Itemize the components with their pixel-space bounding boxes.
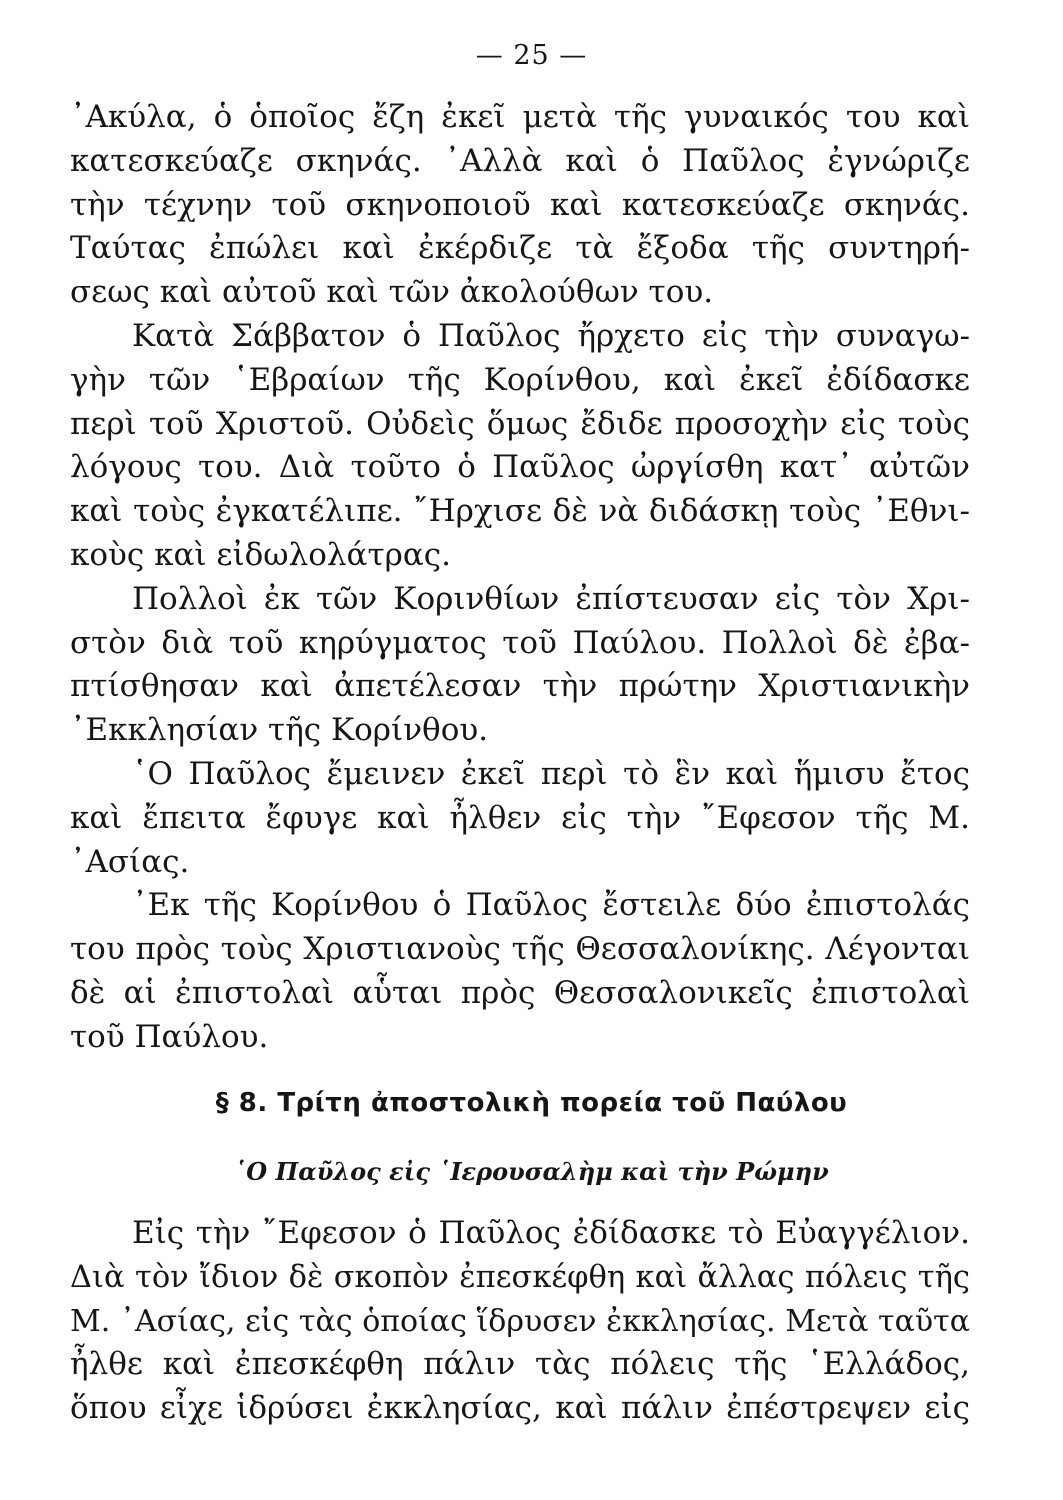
body-text-block-2 bbox=[70, 1212, 970, 1431]
body-text-block-1 bbox=[70, 96, 970, 1060]
text-line: του πρὸς τοὺς Χριστιανοὺς τῆς Θεσσαλονίκης. Λέγονται bbox=[70, 931, 970, 968]
text-line: τὴν τέχνην τοῦ σκηνοποιοῦ καὶ κατεσκεύαζε σκηνάς. bbox=[70, 186, 970, 223]
text-line: σεως καὶ αὐτοῦ καὶ τῶν ἀκολούθων του. bbox=[70, 274, 714, 311]
text-line: Πολλοὶ ἐκ τῶν Κορινθίων ἐπίστευσαν εἰς τὸν Χρι- bbox=[132, 580, 970, 617]
text-line: Κατὰ Σάββατον ὁ Παῦλος ἤρχετο εἰς τὴν συναγω- bbox=[132, 317, 970, 354]
text-line: ᾿Ασίας. bbox=[70, 843, 190, 880]
text-line: ᾿Ακύλα, ὁ ὁποῖος ἔζη ἐκεῖ μετὰ τῆς γυναικός του καὶ bbox=[70, 99, 970, 135]
text-line: στὸν διὰ τοῦ κηρύγματος τοῦ Παύλου. Πολλοὶ δὲ ἐβα- bbox=[70, 624, 970, 661]
text-line: ᾿Εκ τῆς Κορίνθου ὁ Παῦλος ἔστειλε δύο ἐπιστολάς bbox=[132, 887, 970, 924]
text-line: Ταύτας ἐπώλει καὶ ἐκέρδιζε τὰ ἔξοδα τῆς συντηρή- bbox=[70, 230, 970, 267]
text-line: περὶ τοῦ Χριστοῦ. Οὐδεὶς ὅμως ἔδιδε προσοχὴν εἰς τοὺς bbox=[70, 405, 970, 442]
text-line: καὶ ἔπειτα ἔφυγε καὶ ἦλθεν εἰς τὴν ῎Εφεσον τῆς Μ. bbox=[70, 799, 970, 836]
text-line: ῾Ο Παῦλος ἔμεινεν ἐκεῖ περὶ τὸ ἓν καὶ ἥμισυ ἔτος bbox=[132, 755, 970, 792]
text-line: ἦλθε καὶ ἐπεσκέφθη πάλιν τὰς πόλεις τῆς ῾Ελλάδος, bbox=[70, 1346, 970, 1383]
text-line: Διὰ τὸν ἴδιον δὲ σκοπὸν ἐπεσκέφθη καὶ ἄλλας πόλεις τῆς bbox=[70, 1259, 970, 1295]
text-line: κοὺς καὶ εἰδωλολάτρας. bbox=[70, 536, 451, 573]
text-line: ὅπου εἶχε ἱδρύσει ἐκκλησίας, καὶ πάλιν ἐπέστρεψεν εἰς bbox=[70, 1390, 970, 1427]
text-line: Εἰς τὴν ῎Εφεσον ὁ Παῦλος ἐδίδασκε τὸ Εὐαγγέλιον. bbox=[132, 1215, 970, 1251]
text-line: δὲ αἱ ἐπιστολαὶ αὗται πρὸς Θεσσαλονικεῖς ἐπιστολαὶ bbox=[70, 974, 970, 1011]
text-line: καὶ τοὺς ἐγκατέλιπε. ῎Ηρχισε δὲ νὰ διδάσκῃ τοὺς ᾿Εθνι- bbox=[70, 493, 970, 530]
text-line: πτίσθησαν καὶ ἀπετέλεσαν τὴν πρώτην Χριστιανικὴν bbox=[70, 668, 970, 705]
text-line: ᾿Εκκλησίαν τῆς Κορίνθου. bbox=[70, 712, 489, 749]
text-line: λόγους του. Διὰ τοῦτο ὁ Παῦλος ὠργίσθη κατ᾿ αὐτῶν bbox=[70, 449, 970, 486]
text-line: Μ. ᾿Ασίας, εἰς τὰς ὁποίας ἵδρυσεν ἐκκλησίας. Μετὰ ταῦτα bbox=[70, 1303, 970, 1339]
text-line: τοῦ Παύλου. bbox=[70, 1018, 269, 1055]
section-heading: § 8. Τρίτη ἀποστολικὴ πορεία τοῦ Παύλου bbox=[215, 1088, 848, 1118]
section-subtitle: ῾Ο Παῦλος εἰς ῾Ιερουσαλὴμ καὶ τὴν Ρώμην bbox=[234, 1157, 829, 1186]
page-number: — 25 — bbox=[475, 40, 588, 71]
text-line: γὴν τῶν ῾Εβραίων τῆς Κορίνθου, καὶ ἐκεῖ ἐδίδασκε bbox=[70, 361, 970, 398]
text-line: κατεσκεύαζε σκηνάς. ᾿Αλλὰ καὶ ὁ Παῦλος ἐγνώριζε bbox=[70, 142, 970, 179]
